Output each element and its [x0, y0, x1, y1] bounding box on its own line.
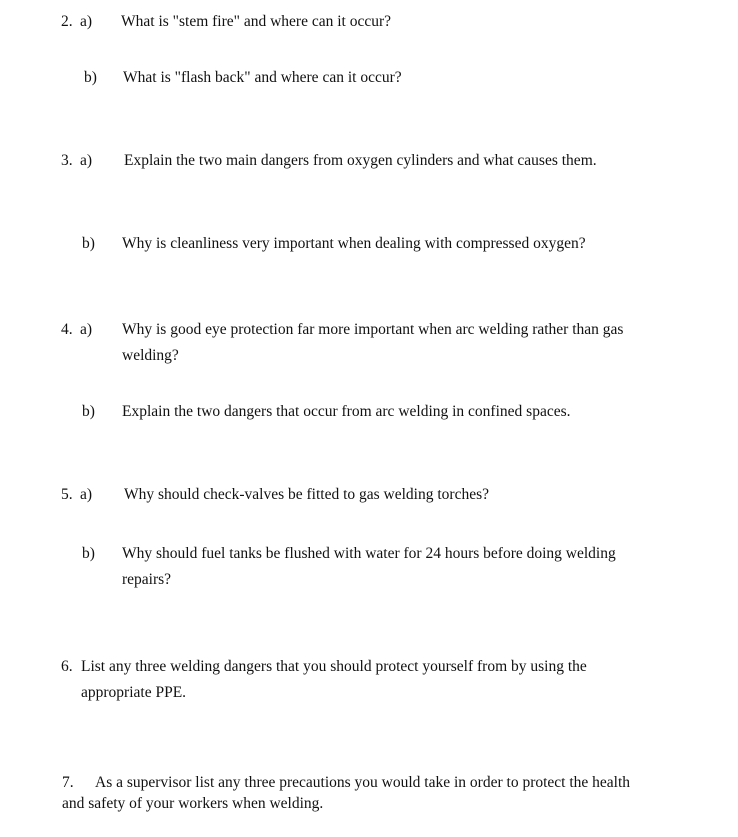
question-4-number: 4. [61, 321, 73, 338]
question-7-text-line1: As a supervisor list any three precautions you would take in order to protect the health [95, 774, 631, 791]
question-5b-text-line1: Why should fuel tanks be flushed with water for 24 hours before doing welding [122, 545, 616, 562]
question-3a-text: Explain the two main dangers from oxygen cylinders and what causes them. [124, 152, 597, 169]
question-3b-label: b) [82, 235, 95, 252]
question-5a-text: Why should check-valves be fitted to gas welding torches? [124, 486, 489, 503]
question-6-text-line1: List any three welding dangers that you should protect yourself from by using the [81, 658, 587, 675]
question-5b-label: b) [82, 545, 95, 562]
question-5-number: 5. [61, 486, 73, 503]
question-2b-label: b) [84, 69, 97, 86]
question-5b-text-line2: repairs? [122, 571, 172, 588]
question-3b-text: Why is cleanliness very important when dealing with compressed oxygen? [122, 235, 586, 252]
question-7-number: 7. [62, 774, 74, 791]
question-4a-text-line2: welding? [122, 347, 179, 364]
question-2a-text: What is "stem fire" and where can it occur? [121, 13, 392, 30]
question-6-number: 6. [61, 658, 73, 675]
question-2a-label: a) [80, 13, 93, 30]
question-3a-label: a) [80, 152, 93, 169]
question-3-number: 3. [61, 152, 73, 169]
question-2-number: 2. [61, 13, 73, 30]
question-2b-text: What is "flash back" and where can it occur? [123, 69, 402, 86]
question-4b-label: b) [82, 403, 95, 420]
question-4a-label: a) [80, 321, 93, 338]
question-4a-text-line1: Why is good eye protection far more important when arc welding rather than gas [122, 321, 624, 338]
question-4b-text: Explain the two dangers that occur from arc welding in confined spaces. [122, 403, 571, 420]
question-5a-label: a) [80, 486, 93, 503]
question-7-text-line2: and safety of your workers when welding. [62, 795, 324, 812]
question-6-text-line2: appropriate PPE. [81, 684, 187, 701]
